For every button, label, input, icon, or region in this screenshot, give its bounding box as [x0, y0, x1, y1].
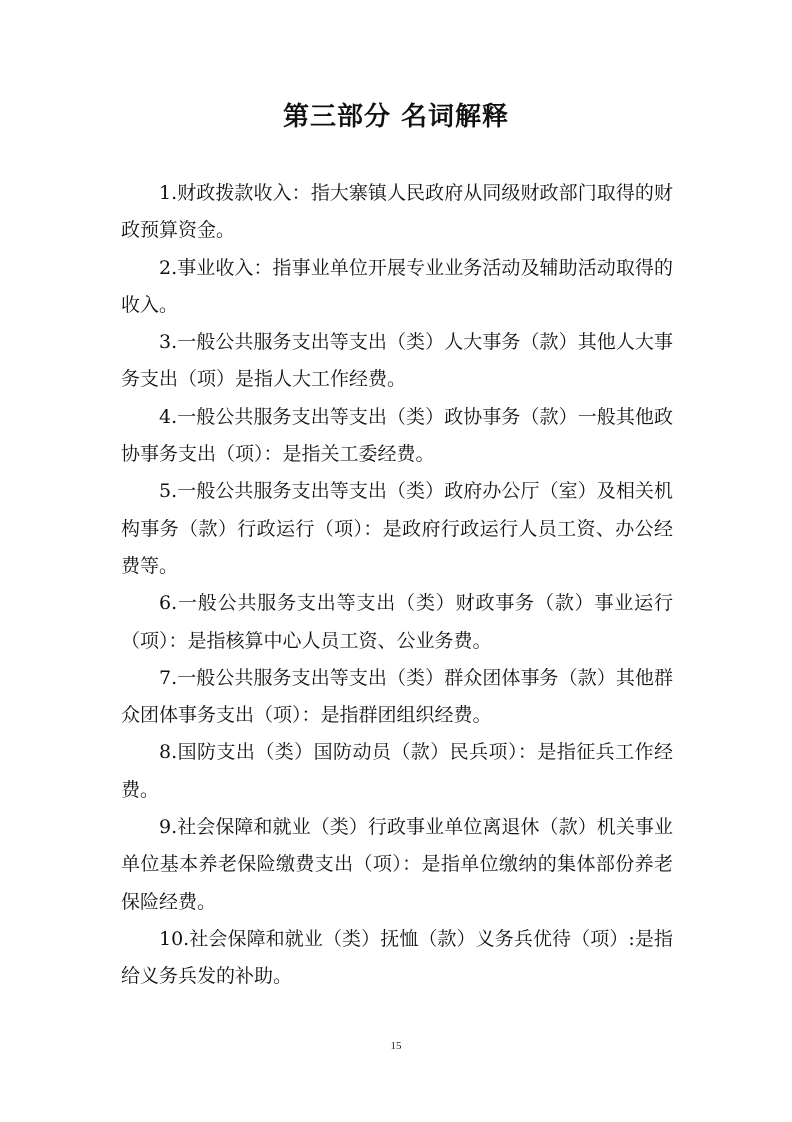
- glossary-item-10: 10.社会保障和就业（类）抚恤（款）义务兵优待（项）:是指给义务兵发的补助。: [121, 927, 673, 988]
- glossary-item-7: 7.一般公共服务支出等支出（类）群众团体事务（款）其他群众团体事务支出（项）：是指群团组织经费。: [121, 666, 673, 727]
- glossary-item-6: 6.一般公共服务支出等支出（类）财政事务（款）事业运行（项）：是指核算中心人员工资、公业务费。: [121, 592, 673, 652]
- glossary-item-9: 9.社会保障和就业（类）行政事业单位离退休（款）机关事业单位基本养老保险缴费支出（项）：是指单位缴纳的集体部份养老保险经费。: [121, 816, 673, 913]
- glossary-item-2: 2.事业收入：指事业单位开展专业业务活动及辅助活动取得的收入。: [121, 256, 673, 316]
- glossary-item-4: 4.一般公共服务支出等支出（类）政协事务（款）一般其他政协事务支出（项）：是指关工委经费。: [121, 405, 673, 466]
- glossary-item-8: 8.国防支出（类）国防动员（款）民兵项）：是指征兵工作经费。: [121, 741, 673, 801]
- glossary-body: [121, 175, 673, 996]
- page-number: 15: [390, 1040, 402, 1052]
- glossary-item-3: 3.一般公共服务支出等支出（类）人大事务（款）其他人大事务支出（项）是指人大工作经费。: [121, 331, 673, 391]
- glossary-item-5: 5.一般公共服务支出等支出（类）政府办公厅（室）及相关机构事务（款）行政运行（项）：是政府行政运行人员工资、办公经费等。: [121, 480, 673, 577]
- page-title: 第三部分 名词解释: [282, 102, 510, 132]
- glossary-item-1: 1.财政拨款收入：指大寨镇人民政府从同级财政部门取得的财政预算资金。: [121, 182, 673, 242]
